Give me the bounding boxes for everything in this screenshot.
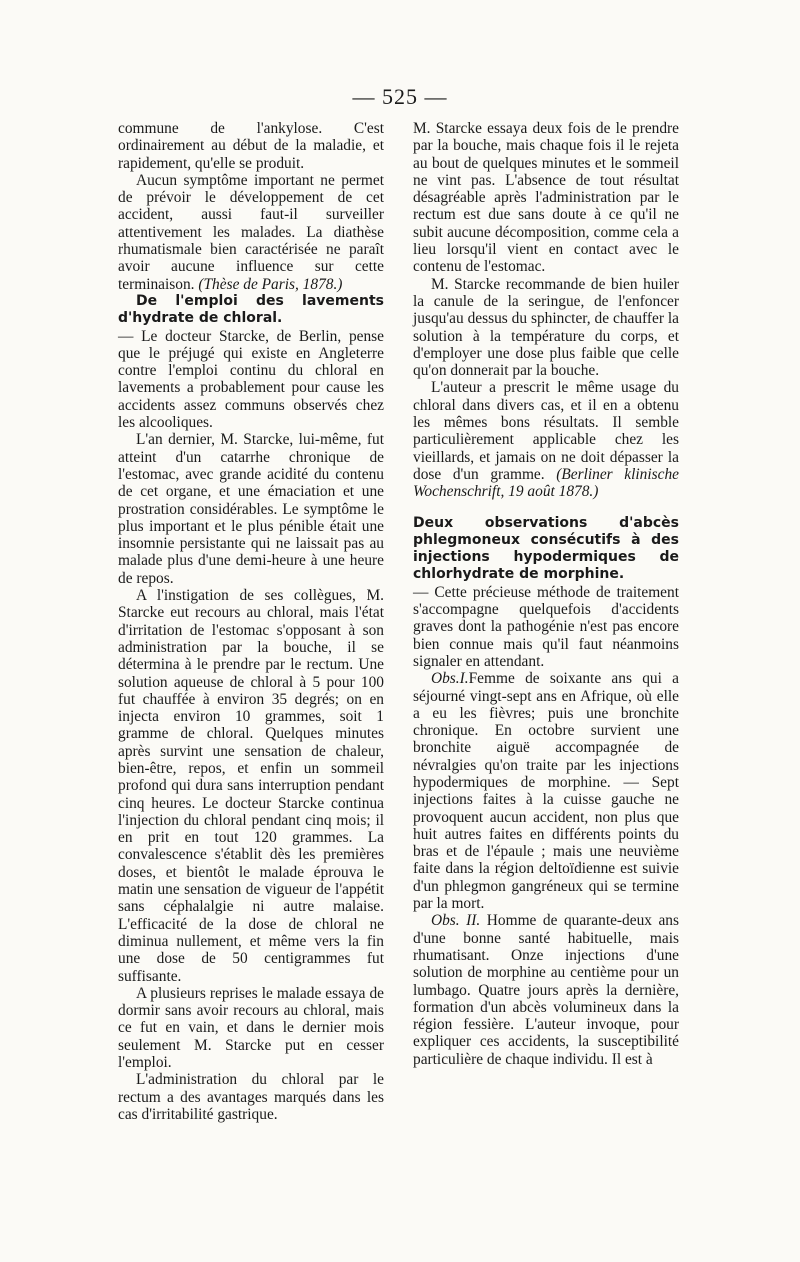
source-citation: (Berliner klinische Wochenschrift, 19 août 1878.) [413,465,679,501]
section-title: Deux observations d'abcès phlegmoneux consécutifs à des injections hypodermiques de chlorhydrate de morphine. [413,514,679,583]
paragraph: Aucun symptôme important ne permet de prévoir le développement de cet accident, aussi faut-il surveiller attentivement les malades. La diathèse rhumatismale bien caractérisée ne paraît avoir aucune influence sur cette terminaison. (Thèse de Paris, 1878.) [118,171,384,293]
observation-label: Obs. II. [431,912,481,930]
observation-1: Obs.I.Femme de soixante ans qui a séjourné vingt-sept ans en Afrique, où elle a eu les fièvres; puis une bronchite chronique. En octobre survient une bronchite aiguë accompagnée de névralgies qu'on traite par les injections hypodermiques de morphine. — Sept injections faites à la cuisse gauche ne provoquent aucun accident, non plus que huit autres faites en différents points du bras et de l'épaule ; mais une neuvième faite dans la région deltoïdienne est suivie d'un phlegmon gangréneux qui se termine par la mort. [413,670,679,913]
paragraph: commune de l'ankylose. C'est ordinairement au début de la maladie, et rapidement, qu'elle se produit. [118,120,384,172]
section-title: De l'emploi des lavements d'hydrate de chloral. [118,292,384,327]
paragraph: — Cette précieuse méthode de traitement s'accompagne quelquefois d'accidents graves dont la pathogénie n'est pas encore bien connue mais qu'il faut néanmoins signaler en attendant. [413,583,679,670]
paragraph: — Le docteur Starcke, de Berlin, pense que le préjugé qui existe en Angleterre contre l'emploi continu du chloral en lavements a probablement pour cause les accidents assez communs observés chez les alcooliques. [118,327,384,432]
observation-2: Obs. II. Homme de quarante-deux ans d'une bonne santé habituelle, mais rhumatisant. Onze injections d'une solution de morphine au centième pour un lumbago. Quatre jours après la dernière, formation d'un abcès volumineux dans la région fessière. L'auteur invoque, pour expliquer ces accidents, la susceptibilité particulière de chaque individu. Il est à [413,912,679,1068]
right-column [413,120,679,1068]
source-citation: (Thèse de Paris, 1878.) [198,275,343,293]
left-column [118,120,384,1123]
page-number: — 525 — [352,84,448,109]
paragraph: L'an dernier, M. Starcke, lui-même, fut atteint d'un catarrhe chronique de l'estomac, avec grande acidité du contenu de cet organe, et une émaciation et une prostration considérables. Le symptôme le plus important et le plus pénible était une insomnie persistante qui ne laissait pas au malade plus d'une demi-heure à une heure de repos. [118,431,384,587]
paragraph: L'auteur a prescrit le même usage du chloral dans divers cas, et il en a obtenu les mêmes bons résultats. Il semble particulièrement applicable chez les vieillards, et jamais on ne doit dépasser la dose d'un gramme. (Berliner klinische Wochenschrift, 19 août 1878.) [413,379,679,501]
paragraph: A plusieurs reprises le malade essaya de dormir sans avoir recours au chloral, mais ce fut en vain, et dans le dernier mois seulement M. Starcke put en cesser l'emploi. [118,984,384,1072]
paragraph: A l'instigation de ses collègues, M. Starcke eut recours au chloral, mais l'état d'irritation de l'estomac s'opposant à son administration par la bouche, il se détermina à le prendre par le rectum. Une solution aqueuse de chloral à 5 pour 100 fut chauffée à environ 35 degrés; on en injecta environ 10 grammes, soit 1 gramme de chloral. Quelques minutes après survint une sensation de chaleur, bien-être, repos, et enfin un sommeil profond qui dura sans interruption pendant cinq heures. Le docteur Starcke continua l'injection du chloral pendant cinq mois; il en prit en tout 120 grammes. La convalescence s'établit dès les premières doses, et bientôt le malade éprouva le matin une sensation de vigueur de l'appétit sans céphalalgie ni autre malaise. L'efficacité de la dose de chloral ne diminua nullement, et même vers la fin une dose de 50 centigrammes fut suffisante. [118,587,384,985]
paragraph: L'administration du chloral par le rectum a des avantages marqués dans les cas d'irritabilité gastrique. [118,1071,384,1123]
observation-label: Obs.I. [431,670,469,688]
paragraph: M. Starcke essaya deux fois de le prendre par la bouche, mais chaque fois il le rejeta au bout de quelques minutes et le sommeil ne vint pas. L'absence de tout résultat désagréable après l'administration par le rectum est due sans doute à ce qu'il ne subit aucune décomposition, comme cela a lieu lorsqu'il vient en contact avec le contenu de l'estomac. [413,120,679,276]
paragraph: M. Starcke recommande de bien huiler la canule de la seringue, de l'enfoncer jusqu'au dessus du sphincter, de chauffer la solution à la température du corps, et d'employer une dose plus faible que celle qu'on donnerait par la bouche. [413,275,679,380]
